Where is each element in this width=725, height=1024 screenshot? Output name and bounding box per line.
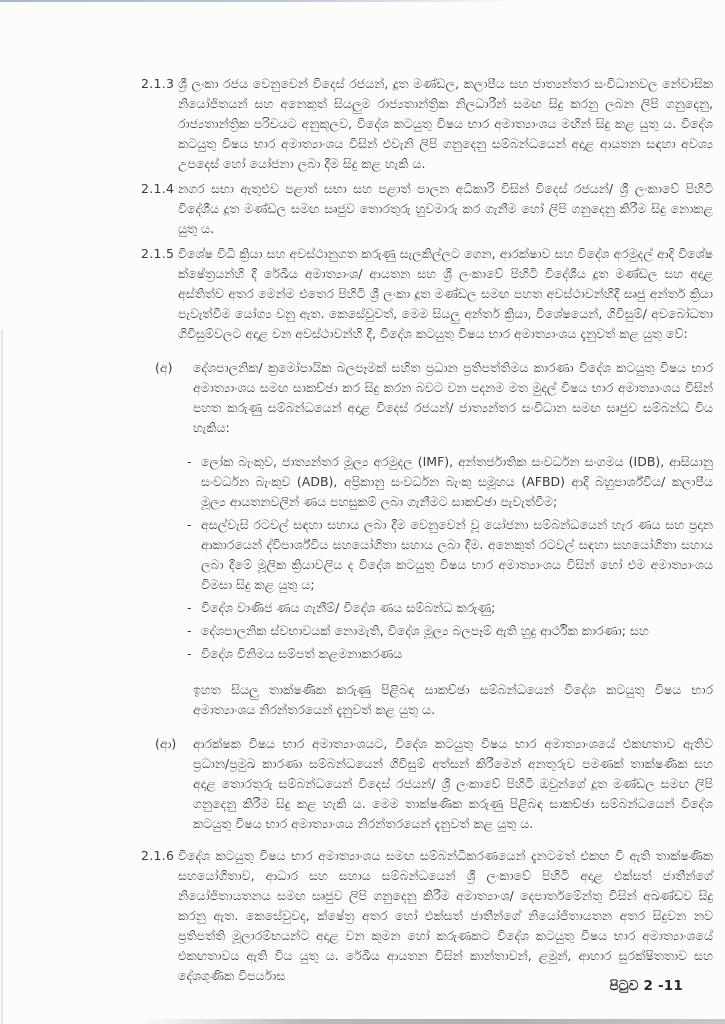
scan-artifact-left-edge bbox=[1, 330, 3, 1024]
bullet-text: දේශපාලනික ස්වභාවයක් නොමැති, විදේශ මූල්‍ය බලපෑම් ඇති හුදු ආර්ථික කාරණා; සහ bbox=[201, 623, 649, 638]
bullet-item bbox=[187, 452, 713, 512]
bullet-dash: - bbox=[187, 646, 192, 661]
bullet-item bbox=[187, 598, 713, 618]
bullet-text: අසල්වැසි රටවල් සඳහා සහාය ලබා දීම වෙනුවෙන් වූ යෝජනා සම්බන්ධයෙන් හැර ණය සහ ප්‍රදාන ආකාරයෙන් ද්විපාර්ශ්වීය සහයෝගිතා සහාය ලබා දීම. අනෙකුත් රටවල් සඳහා සහයෝගිතා සහාය ලබා දීමේ මූලික ක්‍රියාවලිය ද විදේශ කටයුතු විෂය භාර අමාත්‍යාංශය විසින් හෝ එම අමාත්‍යාංශය විමසා සිදු කළ යුතු ය; bbox=[201, 517, 713, 592]
bullet-list bbox=[187, 452, 713, 664]
paragraph-2-1-5 bbox=[141, 244, 713, 344]
paragraph-body: ශ්‍රී ලංකා රජය වෙනුවෙන් විදෙස් රජයන්, දූත මණ්ඩල, කලාපීය සහ ජාත්‍යන්තර සංවිධානවල නේවාසික නියෝජිතයන් සහ අනෙකුත් සියලුම රාජ්‍යතාන්ත්‍රික නිලධාරීන් සමඟ සිදු කරනු ලබන ලිපි ගනුදෙනු, රාජ්‍යතාන්ත්‍රික පරිචයට අනුකූලව, විදේශ කටයුතු විෂය භාර අමාත්‍යාංශය මඟින් සිදු කළ යුතු ය. විදේශ කටයුතු විෂය භාර අමාත්‍යාංශය විසින් එවැනි ලිපි ගනුදෙනු සම්බන්ධයෙන් අදාළ ආයතන සඳහා අවශ්‍ය උපදෙස් හෝ යෝජනා ලබා දීම සිදු කළ හැකි ය. bbox=[178, 76, 713, 171]
bullet-text: විදේශ විනිමය සම්පත් කළමනාකරණය bbox=[201, 646, 403, 661]
bullet-item bbox=[187, 621, 713, 641]
paragraph-2-1-6 bbox=[141, 846, 713, 986]
bullet-item bbox=[187, 644, 713, 664]
sub-paragraph-body: ආරක්ෂක විෂය භාර අමාත්‍යාංශයට, විදේශ කටයුතු විෂය භාර අමාත්‍යාංශයේ එකඟතාව ඇතිව ප්‍රධාන/ප්‍රමුඛ කාරණා සම්බන්ධයෙන් ගිවිසුම් අත්සන් කිරීමෙන් අනතුරුව පමණක් තාක්ෂණික සහ අදාළ තොරතුරු සම්බන්ධයෙන් විදෙස් රජයන්/ ශ්‍රී ලංකාවේ පිහිටි ඔවුන්ගේ දූත මණ්ඩල සමඟ ලිපි ගනුදෙනු කිරීම සිදු කළ හැකි ය. මෙම තාක්ෂණික කරුණු පිළිබඳ සාකච්ඡා සම්බන්ධයෙන් විදේශ කටයුතු විෂය භාර අමාත්‍යාංශය නිරන්තරයෙන් දැනුවත් කළ යුතු ය. bbox=[193, 736, 713, 831]
paragraph-number: 2.1.4 bbox=[141, 181, 175, 196]
sub-paragraph-label: (ආ) bbox=[155, 736, 177, 751]
bullet-dash: - bbox=[187, 600, 192, 615]
paragraph-number: 2.1.6 bbox=[141, 848, 175, 863]
bullet-dash: - bbox=[187, 454, 192, 469]
paragraph-number: 2.1.3 bbox=[141, 76, 175, 91]
document-content bbox=[141, 74, 713, 991]
sub-paragraph-label: (අ) bbox=[155, 360, 173, 375]
paragraph-body: විශේෂ විධි ක්‍රියා සහ අවස්ථානුගත කරුණු සැලකිල්ලට ගෙන, ආරක්ෂාව සහ විදේශ අරමුදල් ආදි විශේෂ ක්ෂේත්‍රයන්හි දී රේඛීය අමාත්‍යාංශ/ ආයතන සහ ශ්‍රී ලංකාවේ පිහිටි විදේශීය දූත මණ්ඩල සහ අදාළ අස්තිත්ව අතර මෙන්ම එතෙර පිහිටි ශ්‍රී ලංකා දූත මණ්ඩල සමඟ පහත අවස්ථාවන්හිදී සෘජු අන්තර් ක්‍රියා පැවැත්වීම යෝග්‍ය වනු ඇත. කෙසේවුවත්, මෙම සියලු අන්තර් ක්‍රියා, විශේෂයෙන්, ගිවිසුම්/ අවබෝධතා ගිවිසුම්වලට අදාළ වන අවස්ථාවන්හි දී, විදේශ කටයුතු විෂය භාර අමාත්‍යාංශය දැනුවත් කළ යුතු වේ: bbox=[178, 246, 713, 341]
paragraph-body: නගර සභා ඇතුළුව පළාත් සභා සහ පළාත් පාලන අධිකාරි විසින් විදෙස් රජයන්/ ශ්‍රී ලංකාවේ පිහිටි විදේශීය දූත මණ්ඩල සමඟ සෘජුව තොරතුරු හුවමාරු කර ගැනීම හෝ ලිපි ගනුදෙනු කිරීම සිදු නොකළ යුතු ය. bbox=[178, 181, 713, 236]
note-paragraph: ඉහත සියලු තාක්ෂණික කරුණු පිළිබඳ සාකච්ඡා සම්බන්ධයෙන් විදේශ කටයුතු විෂය භාර අමාත්‍යාංශය නිරන්තරයෙන් දැනුවත් කළ යුතු ය. bbox=[193, 682, 713, 717]
scan-artifact-top-line bbox=[0, 0, 520, 2]
paragraph-2-1-4 bbox=[141, 179, 713, 239]
sub-paragraph-a bbox=[155, 358, 713, 438]
bullet-text: ලෝක බැංකුව, ජාත්‍යන්තර මූල්‍ය අරමුදල (IMF), අන්තර්ජාතික සංවර්ධන සංගමය (IDB), ආසියානු සංවර්ධන බැංකුව (ADB), අප්‍රිකානු සංවර්ධන බැංකු සමූහය (AFBD) ආදි බහුපාර්ශ්වීය/ කලාපීය මූල්‍ය ආයතනවලින් ණය පහසුකම් ලබා ගැනීමට සාකච්ඡා පැවැත්වීම; bbox=[201, 454, 713, 509]
bullet-dash: - bbox=[187, 623, 192, 638]
sub-paragraph-aa bbox=[155, 734, 713, 834]
bullet-dash: - bbox=[187, 517, 192, 532]
bullet-item bbox=[187, 515, 713, 595]
paragraph-number: 2.1.5 bbox=[141, 246, 175, 261]
paragraph-body: විදේශ කටයුතු විෂය භාර අමාත්‍යාංශය සමඟ සම්බන්ධීකරණයෙන් දැනටමත් එකඟ වී ඇති තාක්ෂණික සහයෝගිතාව, ආධාර සහ සහාය සම්බන්ධයෙන් ශ්‍රී ලංකාවේ පිහිටි අදාළ එක්සත් ජාතීන්ගේ නියෝජිතායතනය සමඟ සෘජුව ලිපි ගනුදෙනු කිරීම අමාත්‍යාංශ/ දෙපාර්තමේන්තු විසින් අඛණ්ඩව සිදු කරනු ඇත. කෙසේවුවද, ක්ෂේත්‍ර අතර හෝ එක්සත් ජාතීන්ගේ නියෝජිතායතන අතර සිදුවන නව ප්‍රතිපත්ති මූලාරම්භයන්ට අදාළ වන කුමන හෝ කරුණකට විදේශ කටයුතු විෂය භාර අමාත්‍යාංශයේ එකඟතාවය ඇති විය යුතු ය. රේඛීය ආයතන විසින් කාන්තාවන්, ළමුන්, ආහාර සුරක්ෂිතතාව සහ දේශගුණික විපර්යාස bbox=[178, 848, 713, 983]
scan-artifact-bottom-band bbox=[140, 1019, 725, 1024]
sub-paragraph-body: දේශපාලනික/ ක්‍රමෝපායික බලපෑමක් සහිත ප්‍රධාන ප්‍රතිපත්තිමය කාරණා විදේශ කටයුතු විෂය භාර අමාත්‍යාංශය සමඟ සාකච්ඡා කර සිදු කරන බවට වන පදනම මත මුදල් විෂය භාර අමාත්‍යාංශය විසින් පහත කරුණු සම්බන්ධයෙන් අදාළ විදෙස් රජයන්/ ජාත්‍යන්තර සංවිධාන සමඟ සෘජුව සම්බන්ධ විය හැකිය: bbox=[193, 360, 713, 435]
paragraph-2-1-3 bbox=[141, 74, 713, 174]
bullet-text: විදේශ වාණිජ ණය ගැනීම්/ විදේශ ණය සම්බන්ධ කරුණු; bbox=[201, 600, 496, 615]
page-number: පිටුව 2 -11 bbox=[609, 978, 683, 994]
